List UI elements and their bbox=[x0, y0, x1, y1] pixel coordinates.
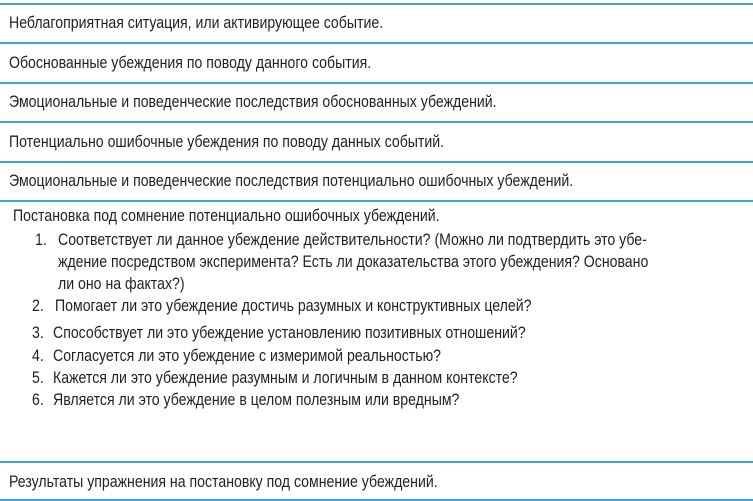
question-1-line: Соответствует ли данное убеждение действительности? (Можно ли подтвердить это убе- bbox=[58, 230, 647, 249]
row-rational-beliefs: Обоснованные убеждения по поводу данного события. bbox=[9, 53, 372, 72]
question-number: 6. bbox=[32, 390, 44, 409]
rule bbox=[0, 42, 753, 44]
question-number: 5. bbox=[32, 368, 44, 387]
question-number: 3. bbox=[32, 323, 44, 342]
rule bbox=[0, 82, 753, 84]
row-rational-consequences: Эмоциональные и поведенческие последствия обоснованных убеждений. bbox=[9, 92, 497, 111]
rule bbox=[0, 3, 753, 5]
question-number: 4. bbox=[32, 346, 44, 365]
challenge-heading: Постановка под сомнение потенциально ошибочных убеждений. bbox=[13, 206, 440, 225]
row-irrational-consequences: Эмоциональные и поведенческие последствия потенциально ошибочных убеждений. bbox=[9, 171, 574, 190]
rule bbox=[0, 200, 753, 202]
question-6: Является ли это убеждение в целом полезным или вредным? bbox=[53, 390, 460, 409]
question-number: 2. bbox=[32, 296, 44, 315]
question-5: Кажется ли это убеждение разумным и логичным в данном контексте? bbox=[53, 368, 518, 387]
question-2: Помогает ли это убеждение достичь разумных и конструктивных целей? bbox=[55, 296, 532, 315]
question-1-line: ждение посредством эксперимента? Есть ли доказательства этого убеждения? Основано bbox=[58, 252, 649, 271]
question-number: 1. bbox=[35, 230, 47, 249]
rule bbox=[0, 461, 753, 463]
rule bbox=[0, 161, 753, 163]
row-irrational-beliefs: Потенциально ошибочные убеждения по поводу данных событий. bbox=[9, 132, 445, 151]
rule bbox=[0, 121, 753, 123]
question-3: Способствует ли это убеждение установлению позитивных отношений? bbox=[53, 323, 526, 342]
row-result: Результаты упражнения на постановку под сомнение убеждений. bbox=[9, 472, 438, 491]
question-4: Согласуется ли это убеждение с измеримой реальностью? bbox=[53, 346, 442, 365]
row-activating-event: Неблагоприятная ситуация, или активирующее событие. bbox=[9, 13, 384, 32]
question-1-line: ли оно на фактах?) bbox=[58, 274, 185, 293]
